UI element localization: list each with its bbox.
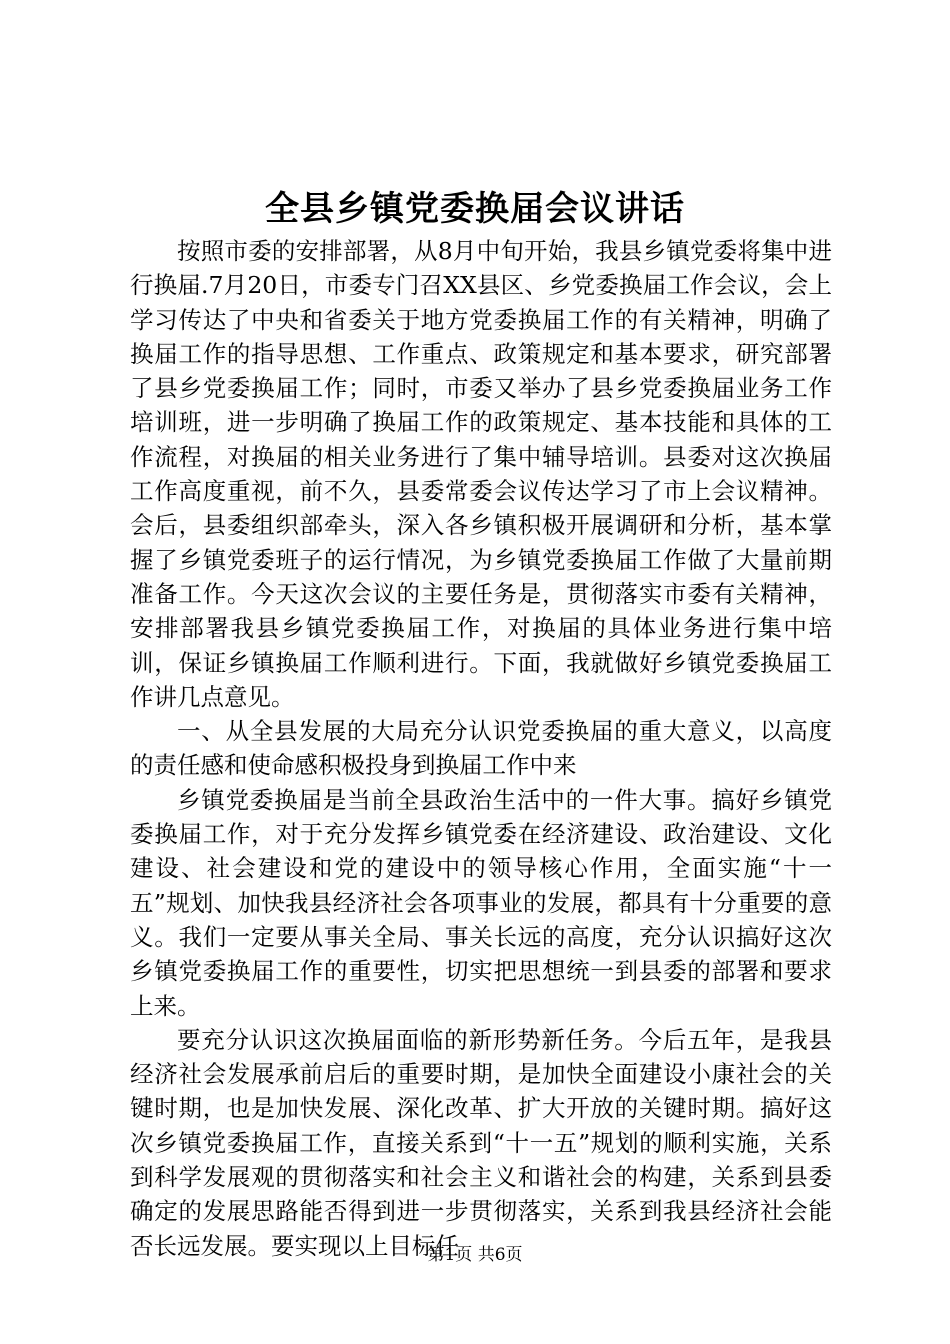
paragraph-new-situation: 要充分认识这次换届面临的新形势新任务。今后五年，是我县经济社会发展承前启后的重要时期，是加快全面建设小康社会的关键时期，也是加快发展、深化改革、扩大开放的关键时期。搞好这次乡镇党委换届工作，直接关系到“十一五”规划的顺利实施，关系到科学发展观的贯彻落实和社会主义和谐社会的构建，关系到县委确定的发展思路能否得到进一步贯彻落实，关系到我县经济社会能否长远发展。要实现以上目标任 [130,1025,832,1260]
paragraph-section-heading-1: 一、从全县发展的大局充分认识党委换届的重大意义，以高度的责任感和使命感积极投身到换届工作中来 [130,717,832,780]
paragraph-intro: 按照市委的安排部署，从8月中旬开始，我县乡镇党委将集中进行换届.7月20日，市委专门召XX县区、乡党委换届工作会议，会上学习传达了中央和省委关于地方党委换届工作的有关精神，明确了换届工作的指导思想、工作重点、政策规定和基本要求，研究部署了县乡党委换届工作；同时，市委又举办了县乡党委换届业务工作培训班，进一步明确了换届工作的政策规定、基本技能和具体的工作流程，对换届的相关业务进行了集中辅导培训。县委对这次换届工作高度重视，前不久，县委常委会议传达学习了市上会议精神。会后，县委组织部牵头，深入各乡镇积极开展调研和分析，基本掌握了乡镇党委班子的运行情况，为乡镇党委换届工作做了大量前期准备工作。今天这次会议的主要任务是，贯彻落实市委有关精神，安排部署我县乡镇党委换届工作，对换届的具体业务进行集中培训，保证乡镇换届工作顺利进行。下面，我就做好乡镇党委换届工作讲几点意见。 [130,237,832,711]
document-title: 全县乡镇党委换届会议讲话 [265,189,685,229]
document-body [130,234,832,1263]
paragraph-significance: 乡镇党委换届是当前全县政治生活中的一件大事。搞好乡镇党委换届工作，对于充分发挥乡镇党委在经济建设、政治建设、文化建设、社会建设和党的建设中的领导核心作用，全面实施“十一五”规划、加快我县经济社会各项事业的发展，都具有十分重要的意义。我们一定要从事关全局、事关长远的高度，充分认识搞好这次乡镇党委换届工作的重要性，切实把思想统一到县委的部署和要求上来。 [130,785,832,1020]
page-number-footer: 第1页 共6页 [427,1245,523,1265]
